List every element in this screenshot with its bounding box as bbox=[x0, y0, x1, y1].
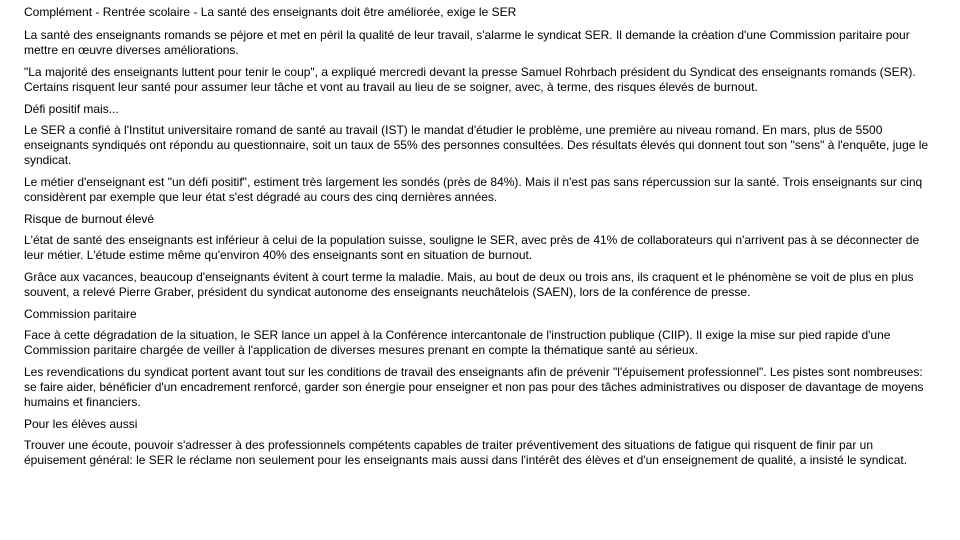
body-paragraph: L'état de santé des enseignants est inférieur à celui de la population suisse, souligne le SER, avec près de 41% de collaborateurs qui n'arrivent pas à se déconnecter de leur métier. L'étude estime même qu'environ 40% des enseignants sont en situation de burnout. bbox=[24, 233, 920, 262]
section-heading-pour-les-eleves: Pour les élèves aussi bbox=[24, 417, 138, 431]
body-paragraph: Les revendications du syndicat portent avant tout sur les conditions de travail des enseignants afin de prévenir "l'épuisement professionnel". Les pistes sont nombreuses: se faire aider, bénéficier d'un encadrement renforcé, garder son énergie pour enseigner et non pas pour des tâches administratives ou disposer de davantage de moyens humains et financiers. bbox=[24, 365, 924, 409]
body-paragraph: Le métier d'enseignant est "un défi positif", estiment très largement les sondés (près de 84%). Mais il n'est pas sans répercussion sur la santé. Trois enseignants sur cinq considèrent par exemple que leur état s'est dégradé au cours des cinq dernières années. bbox=[24, 175, 923, 204]
section-heading-commission-paritaire: Commission paritaire bbox=[24, 307, 137, 321]
article bbox=[24, 5, 934, 475]
body-paragraph: Grâce aux vacances, beaucoup d'enseignants évitent à court terme la maladie. Mais, au bout de deux ou trois ans, ils craquent et le phénomène se voit de plus en plus souvent, a relevé Pierre Graber, président du syndicat autonome des enseignants neuchâtelois (SAEN), lors de la conférence de presse. bbox=[24, 270, 914, 299]
section-heading-defi-positif: Défi positif mais... bbox=[24, 102, 119, 116]
body-paragraph: "La majorité des enseignants luttent pour tenir le coup", a expliqué mercredi devant la presse Samuel Rohrbach président du Syndicat des enseignants romands (SER). Certains risquent leur santé pour assumer leur tâche et vont au travail au lieu de se soigner, avec, à terme, des risques élevés de burnout. bbox=[24, 65, 916, 94]
article-title: Complément - Rentrée scolaire - La santé des enseignants doit être améliorée, exige le SER bbox=[24, 5, 517, 19]
body-paragraph: Trouver une écoute, pouvoir s'adresser à des professionnels compétents capables de traiter préventivement des situations de fatigue qui risquent de finir par un épuisement général: le SER le réclame non seulement pour les enseignants mais aussi dans l'intérêt des élèves et d'un enseignement de qualité, a insisté le syndicat. bbox=[24, 438, 908, 467]
body-paragraph: Le SER a confié à l'Institut universitaire romand de santé au travail (IST) le mandat d'étudier le problème, une première au niveau romand. En mars, plus de 5500 enseignants syndiqués ont répondu au questionnaire, soit un taux de 55% des personnes consultées. Des résultats élevés qui donnent tout son "sens" à l'enquête, juge le syndicat. bbox=[24, 123, 929, 167]
lead-paragraph: La santé des enseignants romands se péjore et met en péril la qualité de leur travail, s'alarme le syndicat SER. Il demande la création d'une Commission paritaire pour mettre en œuvre diverses améliorations. bbox=[24, 28, 910, 57]
section-heading-risque-burnout: Risque de burnout élevé bbox=[24, 212, 155, 226]
body-paragraph: Face à cette dégradation de la situation, le SER lance un appel à la Conférence intercantonale de l'instruction publique (CIIP). Il exige la mise sur pied rapide d'une Commission paritaire chargée de veiller à l'application de diverses mesures prenant en compte la thématique santé au sérieux. bbox=[24, 328, 891, 357]
